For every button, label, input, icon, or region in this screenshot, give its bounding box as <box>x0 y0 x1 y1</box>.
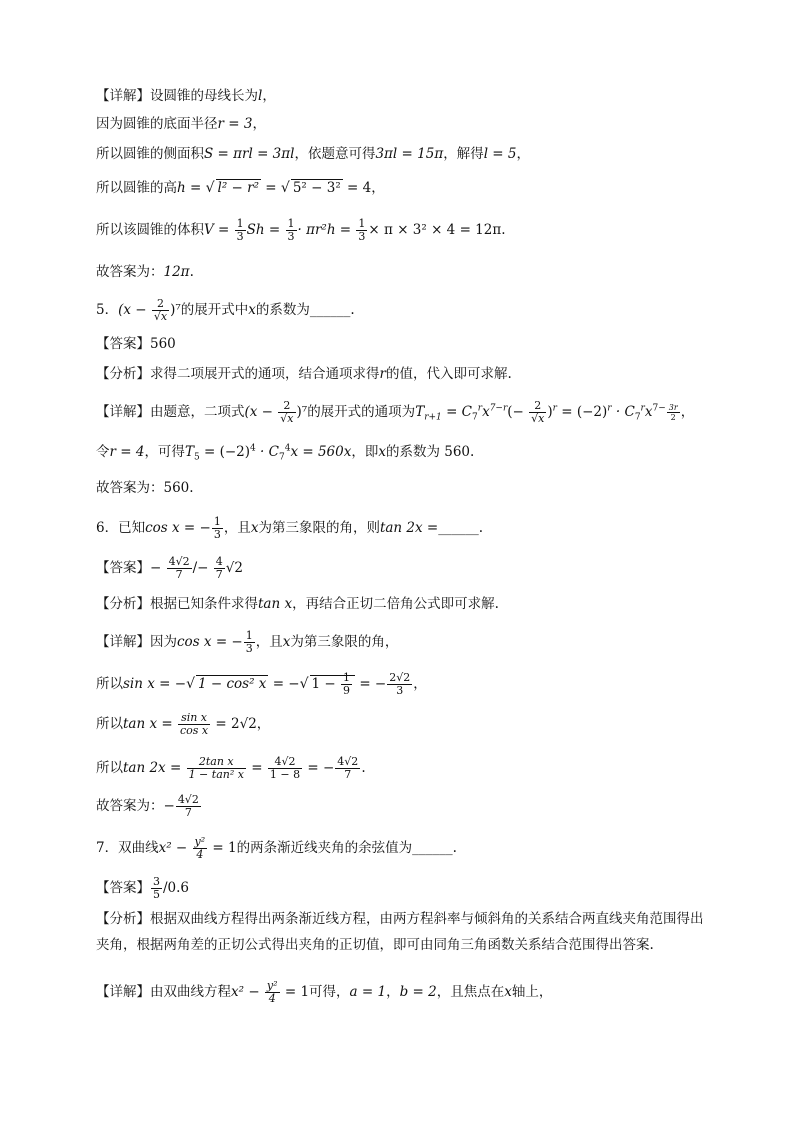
question-5: 5．(x − $\frac{2}{√x}$ )⁷的展开式中x的系数为______. <box>96 297 355 323</box>
fraction: $\frac{2}{√x}$ <box>153 297 168 323</box>
line-base-radius: 因为圆锥的底面半径r = 3， <box>96 116 266 132</box>
analysis-7: 【分析】根据双曲线方程得出两条渐近线方程，由两方程斜率与倾斜角的关系结合两直线夹角范围得出夹角，根据两角差的正切公式得出夹角的正切值，即可由同角三角函数关系结合范围得出答案. <box>96 911 704 953</box>
fraction: $\frac{1}{3}$ <box>213 515 221 541</box>
fraction: $\frac{1}{9}$ <box>343 671 351 697</box>
answer-7: 【答案】 $\frac{3}{5}$ /0.6 <box>96 875 190 901</box>
answer-6: 【答案】− $\frac{4√2}{7}$ /− $\frac{4}{7}$ √2 <box>96 555 243 581</box>
fraction: $\frac{1}{3}$ <box>245 629 253 655</box>
detail-7: 【详解】由双曲线方程x² − $\frac{\text{y²}}{4}$ = 1可得，a = 1，b = 2，且焦点在x轴上， <box>96 979 553 1005</box>
line-answer-560: 故答案为：560. <box>96 480 194 496</box>
fraction: $\frac{2√2}{3}$ <box>389 671 411 697</box>
detail-5-general-term: 【详解】由题意，二项式(x − $\frac{2}{√x}$ )⁷的展开式的通项为$T_{r+1} = C_7^rx^{7-r}(-$ $\frac{2}{√x}$ )$^r = (-2)^r \cdot C_7^rx^{7-}$ $\frac{3r}{2}$ ， <box>96 399 695 425</box>
fraction: $\frac{\text{2tan x}}{\text{1 − tan² x}}$ <box>188 755 244 781</box>
line-tan-2x: 所以tan 2x = $\frac{\text{2tan x}}{\text{1 − tan² x}}$ = $\frac{4√2}{1 - 8}$ = − $\frac{4√2}{7}$ . <box>96 755 366 781</box>
line-let-r-4: 令r = 4，可得$T_5 = (-2)^4 \cdot C_7^4x = 560x$，即x的系数为 560. <box>96 443 475 463</box>
line-answer-6: 故答案为：− $\frac{4√2}{7}$ <box>96 793 199 819</box>
fraction: $\frac{\text{y²}}{4}$ <box>194 835 206 861</box>
fraction: $\frac{1}{3}$ <box>236 217 244 243</box>
fraction: $\frac{1}{3}$ <box>287 217 295 243</box>
fraction: $\frac{2}{√x}$ <box>531 399 545 425</box>
fraction: $\frac{1}{3}$ <box>358 217 366 243</box>
question-7: 7．双曲线x² − $\frac{\text{y²}}{4}$ = 1的两条渐近线夹角的余弦值为______. <box>96 835 457 861</box>
fraction: $\frac{4}{7}$ <box>215 555 223 581</box>
line-answer-12pi: 故答案为：12π. <box>96 264 194 280</box>
fraction: $\frac{3r}{2}$ <box>668 403 678 422</box>
line-tan-x: 所以tan x = $\frac{\text{sin x}}{\text{cos x}}$ = 2√2， <box>96 711 271 737</box>
line-sin-x: 所以sin x = −√ 1 − cos² x = −√ 1 − $\frac{1}{9}$ = − $\frac{2√2}{3}$ ， <box>96 671 427 697</box>
fraction: $\frac{\text{sin x}}{\text{cos x}}$ <box>179 711 209 737</box>
analysis-6: 【分析】根据已知条件求得tan x，再结合正切二倍角公式即可求解. <box>96 596 499 612</box>
question-6: 6．已知cos x = − $\frac{1}{3}$ ，且x为第三象限的角，则tan 2x =______. <box>96 515 484 541</box>
fraction: $\frac{4√2}{7}$ <box>337 755 359 781</box>
detail-6-cos: 【详解】因为cos x = − $\frac{1}{3}$ ，且x为第三象限的角， <box>96 629 399 655</box>
fraction: $\frac{3}{5}$ <box>153 875 160 901</box>
analysis-5: 【分析】求得二项展开式的通项，结合通项求得r的值，代入即可求解. <box>96 366 512 382</box>
line-cone-height: 所以圆锥的高h = √ l² − r² = √ 5² − 3² = 4， <box>96 180 385 196</box>
line-lateral-area: 所以圆锥的侧面积S = πrl = 3πl，依题意可得3πl = 15π，解得l = 5， <box>96 146 531 162</box>
fraction: $\frac{4√2}{7}$ <box>168 555 190 581</box>
fraction: $\frac{4√2}{7}$ <box>177 793 199 819</box>
fraction: $\frac{\text{y²}}{4}$ <box>266 979 278 1005</box>
answer-5: 【答案】560 <box>96 336 176 352</box>
detail-line-cone-slant: 【详解】设圆锥的母线长为l， <box>96 88 276 104</box>
line-cone-volume: 所以该圆锥的体积V = $\frac{1}{3}$ Sh = $\frac{1}{3}$ · πr²h = $\frac{1}{3}$ × π × 3² × 4 = 12π. <box>96 217 506 243</box>
fraction: $\frac{2}{√x}$ <box>280 399 294 425</box>
fraction: $\frac{4√2}{1 - 8}$ <box>269 755 301 781</box>
